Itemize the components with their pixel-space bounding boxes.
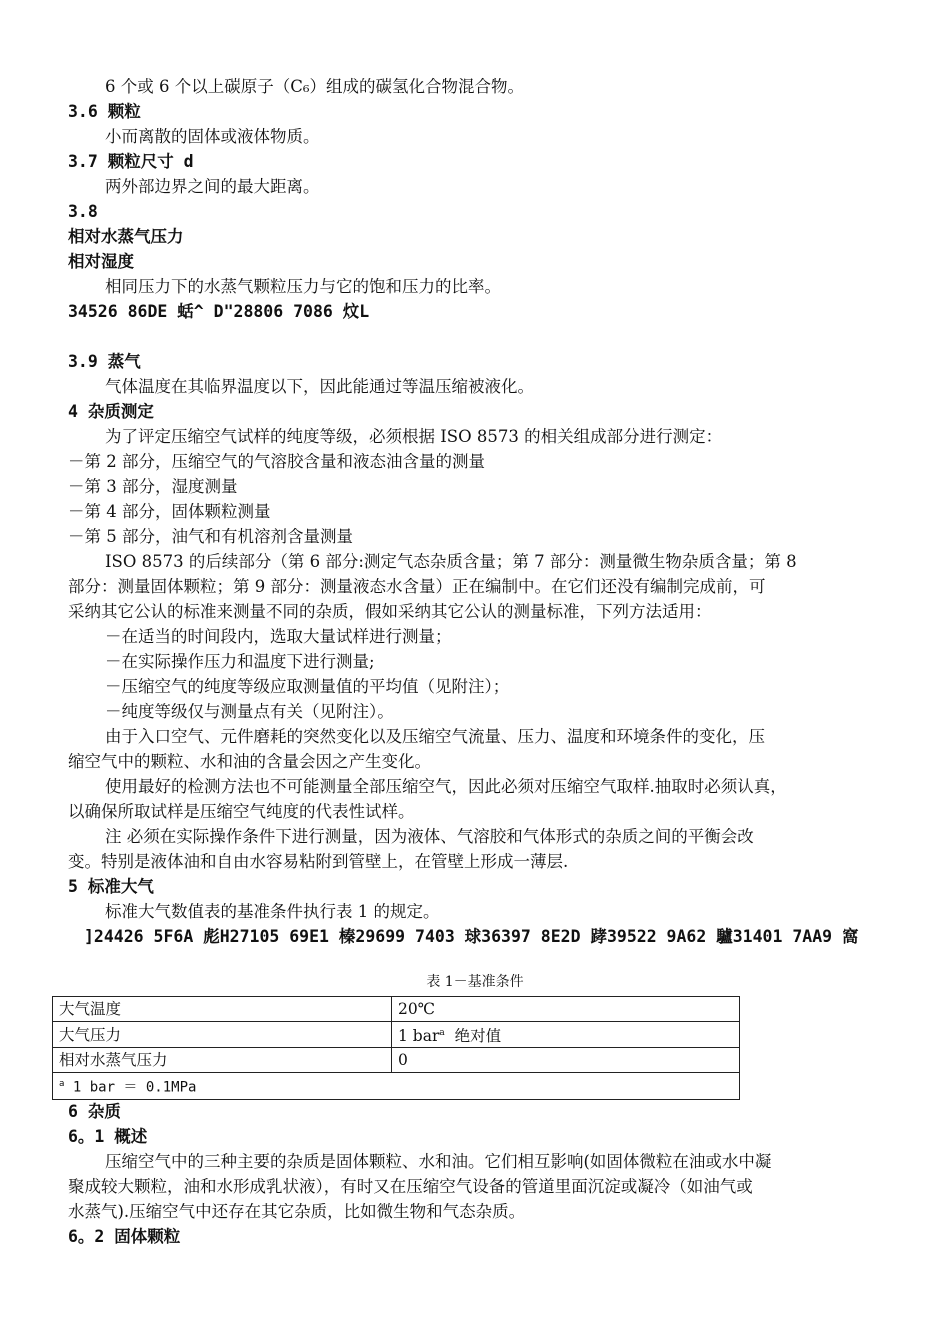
- text-line: 标准大气数值表的基准条件执行表 1 的规定。: [105, 902, 440, 921]
- list-item: －第 5 部分，油气和有机溶剂含量测量: [68, 527, 353, 546]
- table-row: [53, 1022, 740, 1048]
- term-heading: 相对水蒸气压力: [68, 227, 184, 246]
- list-item: －在实际操作压力和温度下进行测量;: [105, 652, 375, 671]
- garbled-line: 34526 86DE 蛞^ D"28806 7086 炆L: [68, 302, 370, 321]
- text-line: 缩空气中的颗粒、水和油的含量会因之产生变化。: [68, 752, 431, 771]
- table-cell: 大气温度: [53, 997, 392, 1022]
- section-heading: 6。2 固体颗粒: [68, 1227, 181, 1246]
- section-heading: 3.7 颗粒尺寸 d: [68, 152, 194, 171]
- cell-value-suffix: 绝对值: [444, 1027, 502, 1046]
- footnote-text: 1 bar ＝ 0.1MPa: [72, 1079, 197, 1096]
- section-heading: 6。1 概述: [68, 1127, 148, 1146]
- text-line: ISO 8573 的后续部分（第 6 部分:测定气态杂质含量；第 7 部分：测量微生物杂质含量；第 8: [105, 552, 797, 571]
- text-line: 聚成较大颗粒，油和水形成乳状液），有时又在压缩空气设备的管道里面沉淀或凝冷（如油气或: [68, 1177, 753, 1196]
- table-row: [53, 1048, 740, 1073]
- table-cell: 大气压力: [53, 1022, 392, 1048]
- text-line: 以确保所取试样是压缩空气纯度的代表性试样。: [68, 802, 415, 821]
- text-line: 采纳其它公认的标准来测量不同的杂质，假如采纳其它公认的测量标准，下列方法适用：: [68, 602, 712, 621]
- note-line: 注 必须在实际操作条件下进行测量，因为液体、气溶胶和气体形式的杂质之间的平衡会改: [105, 827, 754, 846]
- table-cell: 相对水蒸气压力: [53, 1048, 392, 1073]
- table-caption: 表 1－基准条件: [426, 974, 524, 990]
- table-cell: 0: [392, 1048, 740, 1073]
- text-line: 由于入口空气、元件磨耗的突然变化以及压缩空气流量、压力、温度和环境条件的变化，压: [105, 727, 765, 746]
- table-row: [53, 1073, 740, 1100]
- section-heading: 3.9 蒸气: [68, 352, 141, 371]
- cell-value: 1 bar: [398, 1027, 440, 1046]
- text-line: 部分：测量固体颗粒；第 9 部分：测量液态水含量）正在编制中。在它们还没有编制完成前，可: [68, 577, 766, 596]
- text-line: 小而离散的固体或液体物质。: [105, 127, 320, 146]
- table-footnote: [53, 1073, 740, 1100]
- table-cell: [392, 1022, 740, 1048]
- text-line: 为了评定压缩空气试样的纯度等级，必须根据 ISO 8573 的相关组成部分进行测定：: [105, 427, 723, 446]
- section-heading: 3.8: [68, 202, 98, 221]
- text-line: 两外部边界之间的最大距离。: [105, 177, 320, 196]
- text-line: 压缩空气中的三种主要的杂质是固体颗粒、水和油。它们相互影响(如固体微粒在油或水中凝: [105, 1152, 772, 1171]
- garbled-line: ]24426 5F6A 彪H27105 69E1 榛29699 7403 球36397 8E2D 踍39522 9A62 驢31401 7AA9 窩: [84, 927, 859, 946]
- footnote-marker: a: [439, 1028, 445, 1038]
- note-line: 变。特别是液体油和自由水容易粘附到管壁上，在管壁上形成一薄层.: [68, 852, 569, 871]
- section-heading: 3.6 颗粒: [68, 102, 141, 121]
- list-item: －第 3 部分，湿度测量: [68, 477, 238, 496]
- list-item: －纯度等级仅与测量点有关（见附注）。: [105, 702, 394, 721]
- term-heading: 相对湿度: [68, 252, 134, 271]
- text-line: 相同压力下的水蒸气颗粒压力与它的饱和压力的比率。: [105, 277, 501, 296]
- table-row: [53, 997, 740, 1022]
- table-cell: 20℃: [392, 997, 740, 1022]
- text-line: 使用最好的检测方法也不可能测量全部压缩空气，因此必须对压缩空气取样.抽取时必须认真，: [105, 777, 787, 796]
- text-line: 6 个或 6 个以上碳原子（C₆）组成的碳氢化合物混合物。: [105, 77, 524, 96]
- footnote-marker: a: [59, 1079, 65, 1090]
- list-item: －第 2 部分，压缩空气的气溶胶含量和液态油含量的测量: [68, 452, 485, 471]
- text-line: 水蒸气).压缩空气中还存在其它杂质，比如微生物和气态杂质。: [68, 1202, 526, 1221]
- list-item: －在适当的时间段内，选取大量试样进行测量；: [105, 627, 452, 646]
- reference-conditions-table: [52, 996, 740, 1100]
- list-item: －压缩空气的纯度等级应取测量值的平均值（见附注）；: [105, 677, 510, 696]
- section-heading: 5 标准大气: [68, 877, 154, 896]
- text-line: 气体温度在其临界温度以下，因此能通过等温压缩被液化。: [105, 377, 534, 396]
- section-heading: 4 杂质测定: [68, 402, 154, 421]
- section-heading: 6 杂质: [68, 1102, 121, 1121]
- list-item: －第 4 部分，固体颗粒测量: [68, 502, 271, 521]
